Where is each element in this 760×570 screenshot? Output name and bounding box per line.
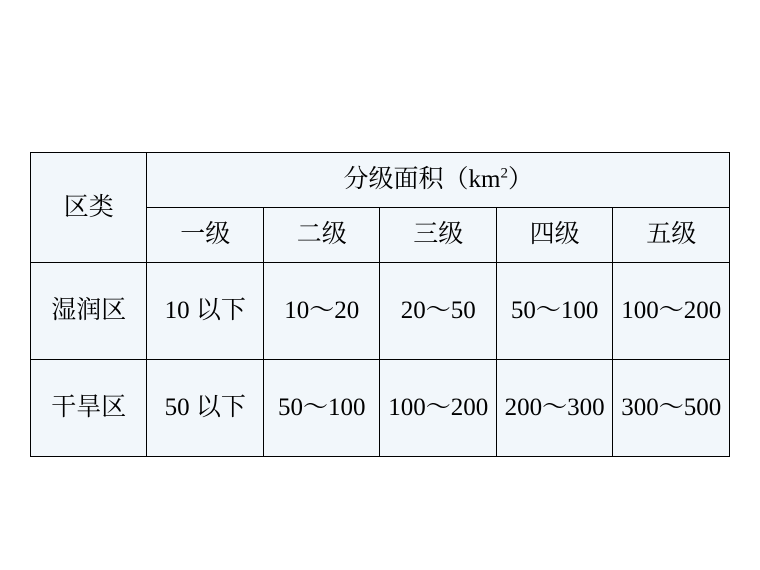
header-graded-area-suffix: ） bbox=[507, 166, 533, 194]
header-zone-type: 区类 bbox=[31, 153, 147, 263]
grade-area-table-container bbox=[30, 152, 730, 457]
table-row bbox=[31, 263, 730, 360]
header-graded-area bbox=[147, 153, 730, 208]
header-grade-1: 一级 bbox=[147, 208, 263, 263]
row-label-humid-zone: 湿润区 bbox=[31, 263, 147, 360]
arid-grade-4-value: 200～300 bbox=[496, 360, 612, 457]
header-grade-5: 五级 bbox=[613, 208, 730, 263]
arid-grade-5-value: 300～500 bbox=[613, 360, 730, 457]
humid-grade-2-value: 10～20 bbox=[263, 263, 379, 360]
header-graded-area-prefix: 分级面积（km bbox=[343, 166, 501, 194]
humid-grade-1-value: 10 以下 bbox=[147, 263, 263, 360]
row-label-arid-zone: 干旱区 bbox=[31, 360, 147, 457]
header-grade-3: 三级 bbox=[380, 208, 496, 263]
humid-grade-4-value: 50～100 bbox=[496, 263, 612, 360]
grade-area-table bbox=[30, 152, 730, 457]
arid-grade-1-value: 50 以下 bbox=[147, 360, 263, 457]
header-grade-2: 二级 bbox=[263, 208, 379, 263]
arid-grade-3-value: 100～200 bbox=[380, 360, 496, 457]
table-header-row-1 bbox=[31, 153, 730, 208]
humid-grade-3-value: 20～50 bbox=[380, 263, 496, 360]
table-row bbox=[31, 360, 730, 457]
arid-grade-2-value: 50～100 bbox=[263, 360, 379, 457]
humid-grade-5-value: 100～200 bbox=[613, 263, 730, 360]
header-graded-area-superscript: 2 bbox=[500, 166, 508, 183]
header-grade-4: 四级 bbox=[496, 208, 612, 263]
